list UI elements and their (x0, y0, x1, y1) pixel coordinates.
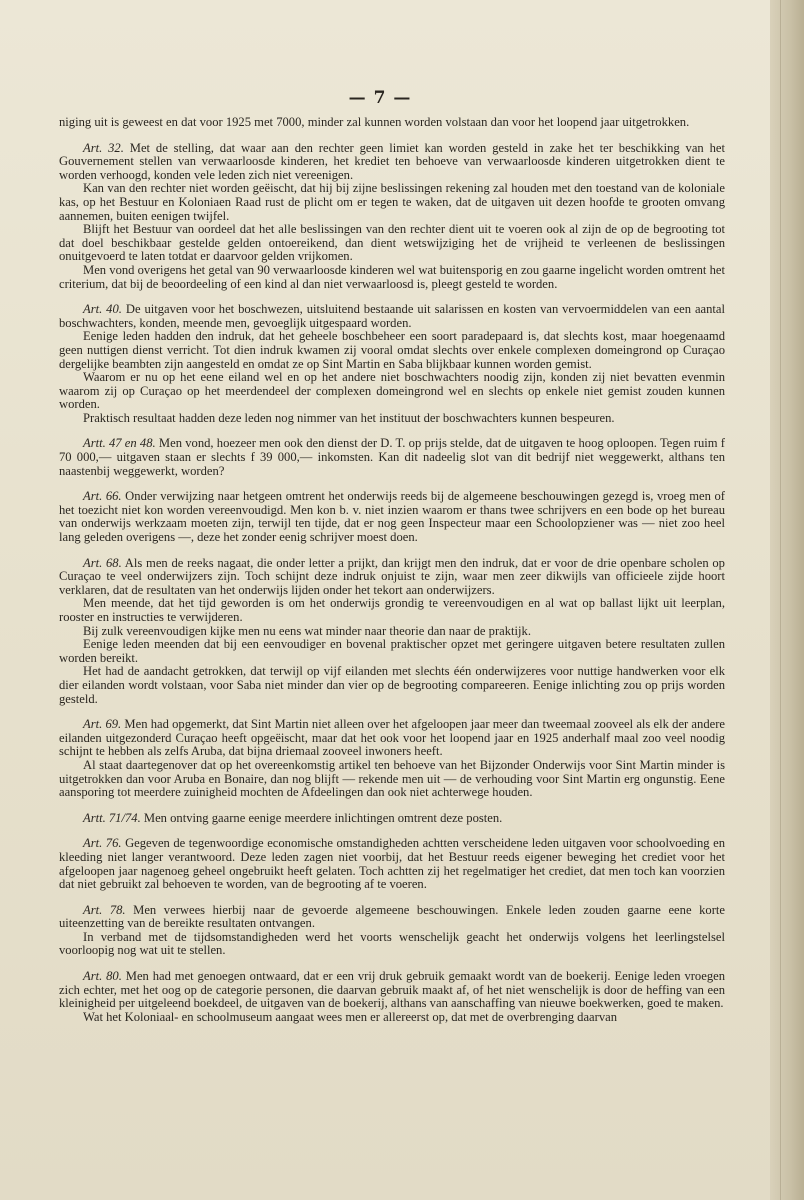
paragraph (59, 625, 725, 639)
paragraph-text: Eenige leden hadden den indruk, dat het geheele boschbeheer een soort paradepaard is, dat slechts kost, maar hoegenaamd geen nuttigen dienst verricht. Tot dien indruk kwamen zij vooral omdat slechts over enkele complexen domeingrond op Curaçao dergelijke beambten zijn aangesteld en omdat ze op Sint Martin en Saba blijkbaar kunnen worden gemist. (59, 329, 725, 371)
paragraph-text: Men had met genoegen ontwaard, dat er een vrij druk gebruik gemaakt wordt van de boekerij. Eenige leden vroegen zich echter, met het oog op de categorie personen, die daarvan gebruik maakt af, of het niet wenschelijk is door de heffing van een kleinigheid per uitgeleend boekdeel, de uitgaven van de boekerij, althans van aanschaffing van nieuwe boekwerken, goed te maken. (59, 969, 726, 1011)
paragraph-text: Men verwees hierbij naar de gevoerde algemeene beschouwingen. Enkele leden zouden gaarne eene korte uiteenzetting van de bereikte resultaten ontvangen. (59, 902, 725, 931)
paragraph-text: Men ontving gaarne eenige meerdere inlichtingen omtrent deze posten. (143, 810, 503, 825)
paragraph-text: Kan van den rechter niet worden geëischt, dat hij bij zijne beslissingen rekening zal houden met den toestand van de koloniale kas, op het Bestuur en Koloniaen Raad rust de plicht om er tegen te waken, dat de uitgaven uit dezen hoofde te grooten omvang aannemen, buiten eenigen twijfel. (59, 181, 725, 223)
paragraph-text: Eenige leden meenden dat bij een eenvoudiger en bovenal praktischer opzet met geringere uitgaven betere resultaten zullen worden bereikt. (59, 637, 725, 665)
body-text (59, 116, 725, 1024)
book-binding-edge (770, 0, 804, 1200)
paragraph-text: Gegeven de tegenwoordige economische omstandigheden achtten verscheidene leden uitgaven voor schoolvoeding en kleeding niet langer verantwoord. Deze leden zagen niet voorbij, dat het Bestuur reeds eigener beweging het crediet voor het afgeloopen jaar nagenoeg geheel ongebruikt heeft gelaten. Toch achtten zij het regelmatiger het crediet, dat men toch kan voorzien dat niet gebruikt zal behoeven te worden, van de begrooting af te voeren. (59, 836, 725, 892)
paragraph-text: Men vond overigens het getal van 90 verwaarloosde kinderen wel wat buitensporig en zou gaarne ingelicht worden omtrent het criterium, dat bij de beoordeeling of een kind al dan niet verwaarloosd is, pleegt gesteld te worden. (59, 262, 725, 291)
article-paragraph (59, 303, 725, 330)
page-number: — 7 — (348, 88, 412, 108)
article-paragraph (59, 437, 725, 478)
article-paragraph (59, 837, 725, 891)
paragraph-text: Men vond, hoezeer men ook den dienst der D. T. op prijs stelde, dat de uitgaven te hoog oploopen. Tegen ruim f 70 000,— uitgaven staan er slechts f 39 000,— inkomsten. Kan dit nadeelig slot van dit bedrijf niet weggewerkt, althans ten naastenbij weggewerkt, worden? (59, 436, 725, 478)
paragraph-text: De uitgaven voor het boschwezen, uitsluitend bestaande uit salarissen en kosten van vervoermiddelen van een aantal boschwachters, konden, meende men, gevoeglijk uitgespaard worden. (59, 302, 726, 330)
article-number: Art. 76. (83, 836, 122, 851)
paragraph-text: Met de stelling, dat waar aan den rechter geen limiet kan worden gesteld in zake het ter beschikking van het Gouvernement stellen van verwaarloosde kinderen, het krediet ten behoeve van verwaarloosde kinderen uitgetrokken dient te worden verhoogd, konden vele leden zich niet vereenigen. (59, 140, 725, 182)
paragraph (59, 759, 725, 800)
paragraph (59, 264, 725, 291)
article-paragraph (59, 557, 725, 598)
article-number: Art. 68. (83, 555, 122, 570)
article-number: Art. 40. (83, 302, 122, 317)
article-paragraph (59, 142, 725, 183)
paragraph (59, 597, 725, 624)
paragraph-text: Praktisch resultaat hadden deze leden nog nimmer van het instituut der boschwachters kunnen bespeuren. (83, 410, 615, 425)
paragraph-text: niging uit is geweest en dat voor 1925 met 7000, minder zal kunnen worden volstaan dan voor het loopend jaar uitgetrokken. (59, 115, 690, 129)
paragraph (59, 330, 725, 371)
article-number: Art. 66. (83, 489, 122, 504)
article-paragraph (59, 718, 725, 759)
paragraph (59, 412, 725, 426)
article-number: Artt. 71/74. (83, 810, 141, 825)
paragraph (59, 638, 725, 665)
article-paragraph (59, 812, 725, 826)
article-number: Art. 69. (83, 717, 122, 732)
article-paragraph (59, 904, 725, 931)
paragraph-text: Al staat daartegenover dat op het overeenkomstig artikel ten behoeve van het Bijzonder Onderwijs voor Sint Martin minder is uitgetrokken dan voor Aruba en Bonaire, dan nog blijft — rekende men uit — de verhouding voor Sint Martin erg ongunstig. Eene aansporing tot meerdere zuinigheid mochten de Afdeelingen dan ook niet achterwege houden. (59, 757, 725, 800)
paragraph (59, 1011, 725, 1025)
paragraph (59, 182, 725, 223)
article-paragraph (59, 490, 725, 544)
paragraph (59, 223, 725, 264)
paragraph-text: Men meende, dat het tijd geworden is om het onderwijs grondig te vereenvoudigen en al wat op ballast lijkt uit leerplan, rooster en instructies te verwijderen. (59, 596, 725, 624)
paragraph (59, 116, 725, 130)
paragraph-text: Wat het Koloniaal- en schoolmuseum aangaat wees men er allereerst op, dat met de overbrenging daarvan (83, 1009, 618, 1024)
paragraph-text: Het had de aandacht getrokken, dat terwijl op vijf eilanden met slechts één onderwijzeres voor nuttige handwerken voor elk dier eilanden wordt volstaan, voor Saba niet minder dan vier op de begrooting compareeren. Eenige inlichting zou op prijs worden gesteld. (59, 664, 725, 706)
article-number: Art. 78. (83, 902, 126, 917)
paragraph-text: Blijft het Bestuur van oordeel dat het alle beslissingen van den rechter dient uit te voeren ook al zijn de op de begrooting tot dat doel beschikbaar gestelde gelden ontoereikend, dan dient wetswijziging het de vrijheid te verleenen de beslissingen onuitgevoerd te laten totdat er daarvoor gelden vrijkomen. (59, 222, 725, 264)
paragraph-text: Onder verwijzing naar hetgeen omtrent het onderwijs reeds bij de algemeene beschouwingen gezegd is, vroeg men of het toezicht niet kon worden vereenvoudigd. Men kon b. v. niet inzien waarom er thans twee schrijvers en een bode op het bureau van onderwijs werkzaam moeten zijn, terwijl ten tijde, dat er nog geen Inspecteur maar een Schoolopziener was — niet zoo heel lang geleden overigens —, deze het zonder eenig schrijver moest doen. (59, 489, 725, 545)
paragraph (59, 665, 725, 706)
article-number: Art. 80. (83, 969, 122, 984)
paragraph-text: In verband met de tijdsomstandigheden werd het voorts wenschelijk geacht het onderwijs volgens het leerlingstelsel voorloopig nog wat uit te stellen. (59, 929, 725, 958)
article-number: Artt. 47 en 48. (83, 436, 156, 451)
paragraph (59, 371, 725, 412)
article-number: Art. 32. (83, 140, 124, 155)
article-paragraph (59, 970, 725, 1011)
paragraph-text: Waarom er nu op het eene eiland wel en op het andere niet boschwachters noodig zijn, konden zij niet bevatten evenmin waarom zij op Curaçao op het meerdendeel der complexen domeingrond wel en slechts op enkele niet gemist zouden kunnen worden. (59, 370, 725, 412)
paragraph-text: Bij zulk vereenvoudigen kijke men nu eens wat minder naar theorie dan naar de praktijk. (83, 623, 531, 638)
paragraph-text: Als men de reeks nagaat, die onder letter a prijkt, dan krijgt men den indruk, dat er voor de drie openbare scholen op Curaçao te veel onderwijzers zijn. Toch schijnt deze indruk onjuist te zijn, waar men zeer dikwijls van officieele zijde hoort verklaren, dat de resultaten van het onderwijs lijden onder het tekort aan onderwijzers. (59, 555, 725, 597)
paragraph (59, 931, 725, 958)
paragraph-text: Men had opgemerkt, dat Sint Martin niet alleen over het afgeloopen jaar meer dan tweemaal zooveel als elk der andere eilanden uitgezonderd Curaçao heeft opgeëischt, maar dat het ook voor het loopend jaar en 1925 anderhalf maal zoo veel noodig schijnt te hebben als zelfs Aruba, dat bijna driemaal zooveel inwoners heeft. (59, 717, 725, 759)
